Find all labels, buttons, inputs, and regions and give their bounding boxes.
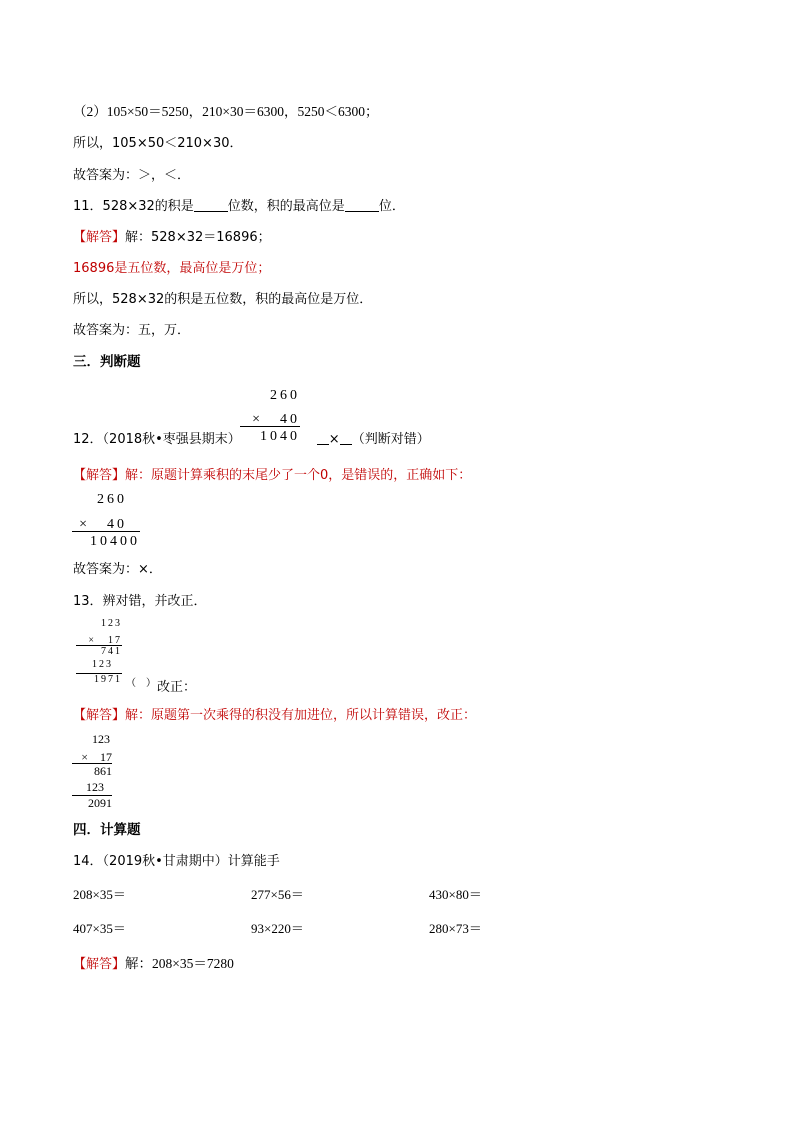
q13-multiplier: × 17 (88, 635, 122, 646)
q12-rule (240, 426, 300, 427)
solution-tag: 【解答】 (73, 708, 126, 723)
q13-vertical-multiplication (76, 618, 122, 686)
q12-multiplier: × 40 (252, 412, 300, 427)
question-11 (73, 199, 405, 215)
sol13-product: 2091 (88, 796, 112, 810)
solution-tag: 【解答】 (73, 468, 126, 483)
question-13: 13．辨对错，并改正． (73, 594, 207, 609)
q13-fix-label: 改正： (157, 680, 197, 695)
question-11-text-c: 位． (378, 199, 405, 214)
q12-multiplicand: 260 (270, 388, 300, 403)
calc-item-1: 208×35＝ (73, 887, 126, 902)
judge-blank-right[interactable] (340, 432, 352, 445)
solution-text: 解：原题计算乘积的末尾少了一个0，是错误的，正确如下： (125, 468, 472, 483)
judge-answer-mark: × (328, 432, 340, 447)
solution-text: 解：528×32＝16896； (125, 230, 271, 245)
question-11-text-b: 位数，积的最高位是 (227, 199, 345, 214)
question-14: 14．（2019秋•甘肃期中）计算能手 (73, 854, 280, 869)
sol12-rule (72, 531, 140, 532)
answer-line-1: （2）105×50＝5250，210×30＝6300，5250＜6300； (73, 104, 379, 119)
question-11-text-a: 11．528×32的积是 (73, 199, 194, 214)
sol13-partial-1: 861 (94, 764, 112, 778)
q13-multiplicand: 123 (101, 618, 122, 629)
q13-product: 1971 (94, 674, 122, 685)
answer-12: 故答案为：×． (73, 562, 162, 577)
solution-12 (73, 468, 471, 484)
sol13-multiplier: × 17 (81, 750, 112, 764)
q13-partial-2: 123 (92, 659, 113, 670)
fill-blank-1[interactable] (194, 199, 228, 212)
solution-text: 解：208×35＝7280 (125, 956, 234, 971)
solution-tag: 【解答】 (73, 957, 126, 972)
solution-text: 解：原题第一次乘得的积没有加进位，所以计算错误，改正： (125, 708, 477, 723)
calc-item-6: 280×73＝ (429, 921, 482, 936)
sol12-multiplicand: 260 (97, 492, 127, 507)
solution-11-line-3: 所以，528×32的积是五位数，积的最高位是万位． (73, 292, 373, 307)
question-12-label: 12．（2018秋•枣强县期末） (73, 432, 241, 447)
solution-tag: 【解答】 (73, 230, 126, 245)
calc-item-3: 430×80＝ (429, 887, 482, 902)
question-12 (73, 432, 430, 448)
section-heading-judgement: 三．判断题 (73, 354, 141, 370)
solution-14 (73, 956, 234, 973)
sol13-multiplicand: 123 (92, 732, 110, 746)
sol13-vertical-multiplication (72, 732, 112, 812)
calc-item-4: 407×35＝ (73, 921, 126, 936)
solution-13 (73, 708, 476, 724)
calc-item-5: 93×220＝ (251, 921, 304, 936)
judge-blank-left[interactable] (317, 432, 329, 445)
calc-item-2: 277×56＝ (251, 887, 304, 902)
fill-blank-2[interactable] (345, 199, 379, 212)
sol12-product: 10400 (90, 534, 140, 549)
sol12-vertical-multiplication (72, 492, 140, 552)
answer-line-2: 所以，105×50＜210×30． (73, 136, 243, 151)
question-12-tail: （判断对错） (351, 432, 430, 447)
answer-11: 故答案为：五，万． (73, 323, 191, 338)
answer-line-3: 故答案为：＞，＜． (73, 168, 191, 183)
sol12-multiplier: × 40 (79, 517, 127, 532)
section-heading-calculation: 四．计算题 (73, 822, 141, 838)
solution-11 (73, 230, 271, 246)
q12-product: 1040 (260, 429, 300, 444)
q13-judge-paren[interactable]: （ ） (126, 678, 156, 689)
solution-11-line-2: 16896是五位数，最高位是万位； (73, 261, 271, 276)
sol13-partial-2: 123 (86, 780, 104, 794)
q13-partial-1: 741 (101, 646, 122, 657)
